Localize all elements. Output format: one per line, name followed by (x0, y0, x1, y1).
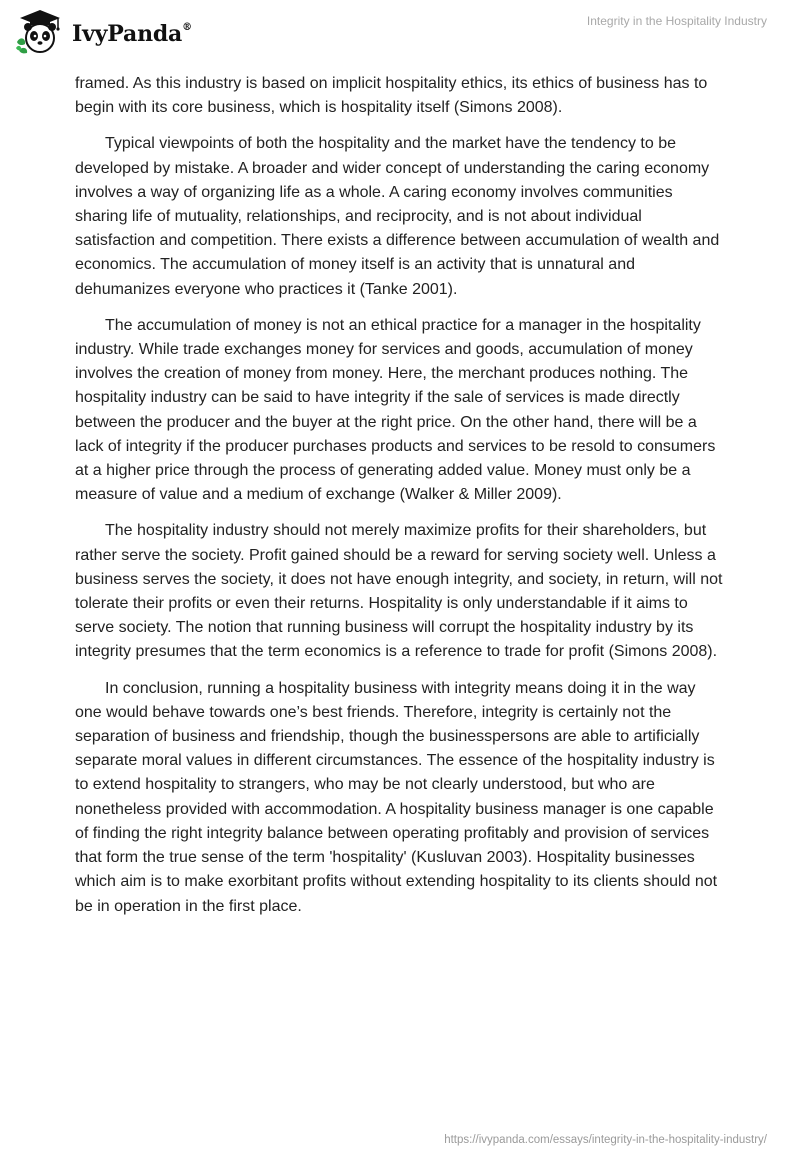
paragraph-2: Typical viewpoints of both the hospitality and the market have the tendency to be developed by mistake. A broader and wider concept of understanding the caring economy involves a way of organizing life as a whole. A caring economy involves communities sharing life of mutuality, relationships, and reciprocity, and is not about individual satisfaction and competition. There exists a difference between accumulation of wealth and economics. The accumulation of money itself is an activity that is unnatural and dehumanizes everyone who practices it (Tanke 2001). (75, 135, 720, 298)
registered-mark: ® (182, 21, 192, 33)
logo-wordmark: IvyPanda® (72, 21, 192, 47)
essay-body (75, 72, 725, 931)
paragraph-5: In conclusion, running a hospitality business with integrity means doing it in the way one would behave towards one’s best friends. Therefore, integrity is certainly not the separation of business and friendship, though the businesspersons are able to artificially separate moral values in different circumstances. The essence of the hospitality industry is to extend hospitality to strangers, who may be not clearly understood, but who are nonetheless provided with accommodation. A hospitality business manager is one capable of finding the right integrity balance between operating profitably and provision of services that form the true sense of the term 'hospitality' (Kusluvan 2003). Hospitality businesses which aim is to make exorbitant profits without extending hospitality to its clients should not be in operation in the first place. (75, 679, 718, 915)
paragraph-4: The hospitality industry should not merely maximize profits for their shareholders, but rather serve the society. Profit gained should be a reward for serving society well. Unless a business serves the society, it does not have enough integrity, and society, in return, will not tolerate their profits or even their returns. Hospitality is only understandable if it aims to serve society. The notion that running business will corrupt the hospitality industry by its integrity presumes that the term economics is a reference to trade for profit (Simons 2008). (75, 522, 723, 661)
source-url[interactable]: https://ivypanda.com/essays/integrity-in-the-hospitality-industry/ (444, 1134, 767, 1146)
page-header (0, 0, 800, 62)
paragraph-3: The accumulation of money is not an ethical practice for a manager in the hospitality industry. While trade exchanges money for services and goods, accumulation of money involves the creation of money from money. Here, the merchant produces nothing. The hospitality industry can be said to have integrity if the sale of services is made directly between the producer and the buyer at the right price. On the other hand, there will be a lack of integrity if the producer purchases products and services to be resold to consumers at a higher price through the process of generating added value. Money must only be a measure of value and a medium of exchange (Walker & Miller 2009). (75, 316, 716, 504)
panda-graduation-cap-icon (14, 8, 66, 56)
paragraph-1: framed. As this industry is based on implicit hospitality ethics, its ethics of business has to begin with its core business, which is hospitality itself (Simons 2008). (75, 75, 708, 117)
ivypanda-logo[interactable] (14, 8, 192, 56)
document-title: Integrity in the Hospitality Industry (586, 14, 767, 28)
